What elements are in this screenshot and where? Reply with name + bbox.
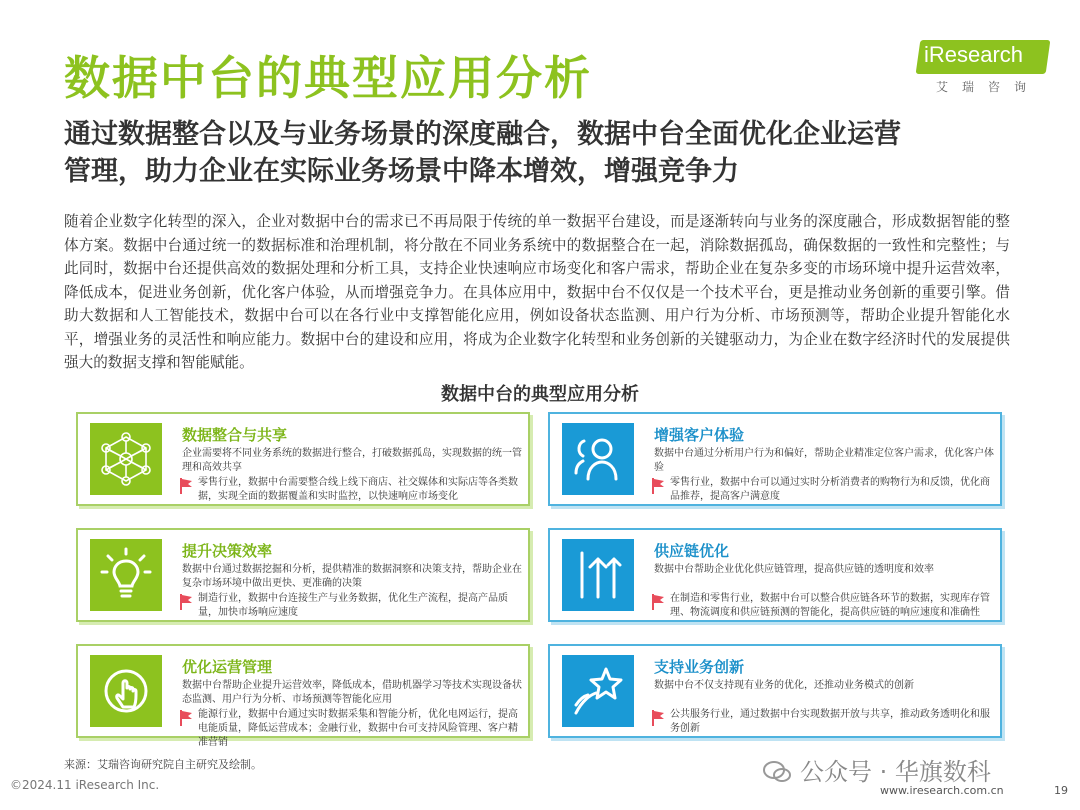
wechat-account: 公众号 · 华旗数科 xyxy=(800,758,991,786)
flag-icon xyxy=(650,477,666,495)
subtitle-line-2: 管理，助力企业在实际业务场景中降本增效，增强竞争力 xyxy=(64,156,739,187)
card-description: 数据中台通过分析用户行为和偏好，帮助企业精准定位客户需求，优化客户体验 xyxy=(654,448,994,473)
copyright: ©2024.11 iResearch Inc. xyxy=(10,778,160,792)
card-example: 制造行业，数据中台连接生产与业务数据，优化生产流程，提高产品质量，加快市场响应速度 xyxy=(198,593,508,618)
card-customer-experience xyxy=(548,412,1002,506)
card-business-innovation xyxy=(548,644,1002,738)
supply-arrows-icon xyxy=(562,539,634,611)
flag-icon xyxy=(650,593,666,611)
logo-text: iResearch xyxy=(924,42,1024,67)
flag-icon xyxy=(178,709,194,727)
card-decision-efficiency xyxy=(76,528,530,622)
card-description: 数据中台帮助企业提升运营效率，降低成本，借助机器学习等技术实现设备状态监测、用户行为分析、市场预测等智能化应用 xyxy=(182,680,522,705)
card-supply-chain xyxy=(548,528,1002,622)
card-title: 供应链优化 xyxy=(654,542,730,560)
card-example: 零售行业，数据中台可以通过实时分析消费者的购物行为和反馈，优化商品推荐，提高客户满意度 xyxy=(670,477,990,502)
page-number: 19 xyxy=(1054,784,1068,797)
touch-icon xyxy=(90,655,162,727)
card-example: 能源行业，数据中台通过实时数据采集和智能分析，优化电网运行，提高电能质量，降低运营成本；金融行业，数据中台可支持风险管理、客户精准营销 xyxy=(198,709,518,748)
network-icon xyxy=(90,423,162,495)
card-example: 公共服务行业，通过数据中台实现数据开放与共享，推动政务透明化和服务创新 xyxy=(670,709,990,734)
card-description: 数据中台通过数据挖掘和分析，提供精准的数据洞察和决策支持，帮助企业在复杂市场环境中做出更快、更准确的决策 xyxy=(182,564,522,589)
page-subtitle xyxy=(64,116,1024,190)
figure-title: 数据中台的典型应用分析 xyxy=(441,384,639,405)
card-description: 数据中台帮助企业优化供应链管理，提高供应链的透明度和效率 xyxy=(654,564,934,575)
card-title: 提升决策效率 xyxy=(182,542,273,560)
page-title: 数据中台的典型应用分析 xyxy=(64,51,592,105)
card-description: 企业需要将不同业务系统的数据进行整合，打破数据孤岛，实现数据的统一管理和高效共享 xyxy=(182,448,522,473)
card-title: 增强客户体验 xyxy=(654,426,745,444)
source-note: 来源：艾瑞咨询研究院自主研究及绘制。 xyxy=(64,758,262,771)
footer-url[interactable]: www.iresearch.com.cn xyxy=(880,784,1004,797)
subtitle-line-1: 通过数据整合以及与业务场景的深度融合，数据中台全面优化企业运营 xyxy=(64,119,901,150)
card-description: 数据中台不仅支持现有业务的优化，还推动业务模式的创新 xyxy=(654,680,914,691)
card-example: 零售行业，数据中台需要整合线上线下商店、社交媒体和实际店等各类数据，实现全面的数据覆盖和实时监控，以快速响应市场变化 xyxy=(198,477,518,502)
wechat-icon xyxy=(762,760,792,784)
card-data-integration xyxy=(76,412,530,506)
card-title: 优化运营管理 xyxy=(182,658,273,676)
card-example: 在制造和零售行业，数据中台可以整合供应链各环节的数据，实现库存管理、物流调度和供应链预测的智能化，提高供应链的响应速度和准确性 xyxy=(670,593,990,618)
flag-icon xyxy=(178,593,194,611)
users-icon xyxy=(562,423,634,495)
logo-subtext: 艾瑞咨询 xyxy=(936,80,1041,94)
card-operations xyxy=(76,644,530,748)
body-paragraph: 随着企业数字化转型的深入，企业对数据中台的需求已不再局限于传统的单一数据平台建设，而是逐渐转向与业务的深度融合，形成数据智能的整体方案。数据中台通过统一的数据标准和治理机制，将分散在不同业务系统中的数据整合在一起，消除数据孤岛，确保数据的一致性和完整性；与此同时，数据中台还提供高效的数据处理和分析工具，支持企业快速响应市场变化和客户需求，帮助企业在复杂多变的市场环境中提升运营效率，降低成本，促进业务创新，优化客户体验，从而增强竞争力。在具体应用中，数据中台不仅仅是一个技术平台，更是推动业务创新的重要引擎。借助大数据和人工智能技术，数据中台可以在各行业中支撑智能化应用，例如设备状态监测、用户行为分析、市场预测等，帮助企业提升智能化水平，增强业务的灵活性和响应能力。数据中台的建设和应用，将成为企业数字化转型和业务创新的关键驱动力，为企业在数字经济时代的发展提供强大的数据支撑和智能赋能。 xyxy=(64,213,1010,371)
star-icon xyxy=(562,655,634,727)
lightbulb-icon xyxy=(90,539,162,611)
card-title: 支持业务创新 xyxy=(654,658,745,676)
flag-icon xyxy=(178,477,194,495)
flag-icon xyxy=(650,709,666,727)
card-title: 数据整合与共享 xyxy=(182,426,288,444)
iresearch-logo xyxy=(918,36,1058,96)
